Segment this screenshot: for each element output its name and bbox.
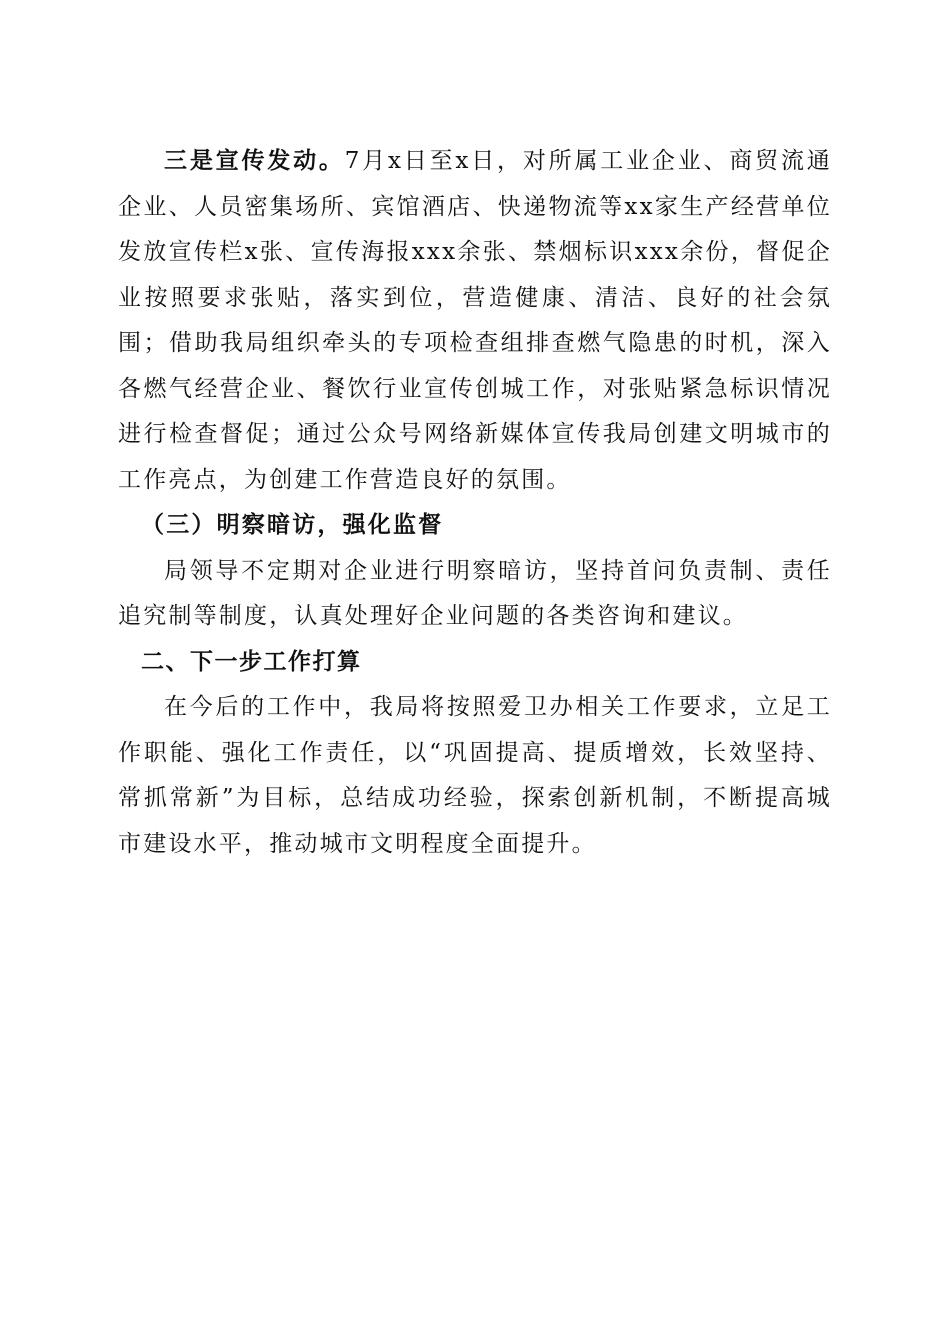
document-body: [118, 139, 832, 867]
paragraph-lead: 三是宣传发动。: [164, 148, 345, 174]
paragraph-next-steps: 在今后的工作中，我局将按照爱卫办相关工作要求，立足工作职能、强化工作责任，以“巩固提高、提质增效，长效坚持、常抓常新”为目标，总结成功经验，探索创新机制，不断提高城市建设水平，推动城市文明程度全面提升。: [118, 694, 832, 857]
heading-next-steps: 二、下一步工作打算: [141, 648, 362, 675]
paragraph-text: 7月x日至x日，对所属工业企业、商贸流通企业、人员密集场所、宾馆酒店、快递物流等xx家生产经营单位发放宣传栏x张、宣传海报xxx余张、禁烟标识xxx余份，督促企业按照要求张贴，落实到位，营造健康、清洁、良好的社会氛围；借助我局组织牵头的专项检查组排查燃气隐患的时机，深入各燃气经营企业、餐饮行业宣传创城工作，对张贴紧急标识情况进行检查督促；通过公众号网络新媒体宣传我局创建文明城市的工作亮点，为创建工作营造良好的氛围。: [118, 148, 832, 493]
paragraph-publicity: [118, 139, 832, 503]
subheading-inspection: （三）明察暗访，强化监督: [141, 512, 444, 538]
paragraph-inspection: 局领导不定期对企业进行明察暗访，坚持首问负责制、责任追究制等制度，认真处理好企业问题的各类咨询和建议。: [118, 557, 832, 629]
